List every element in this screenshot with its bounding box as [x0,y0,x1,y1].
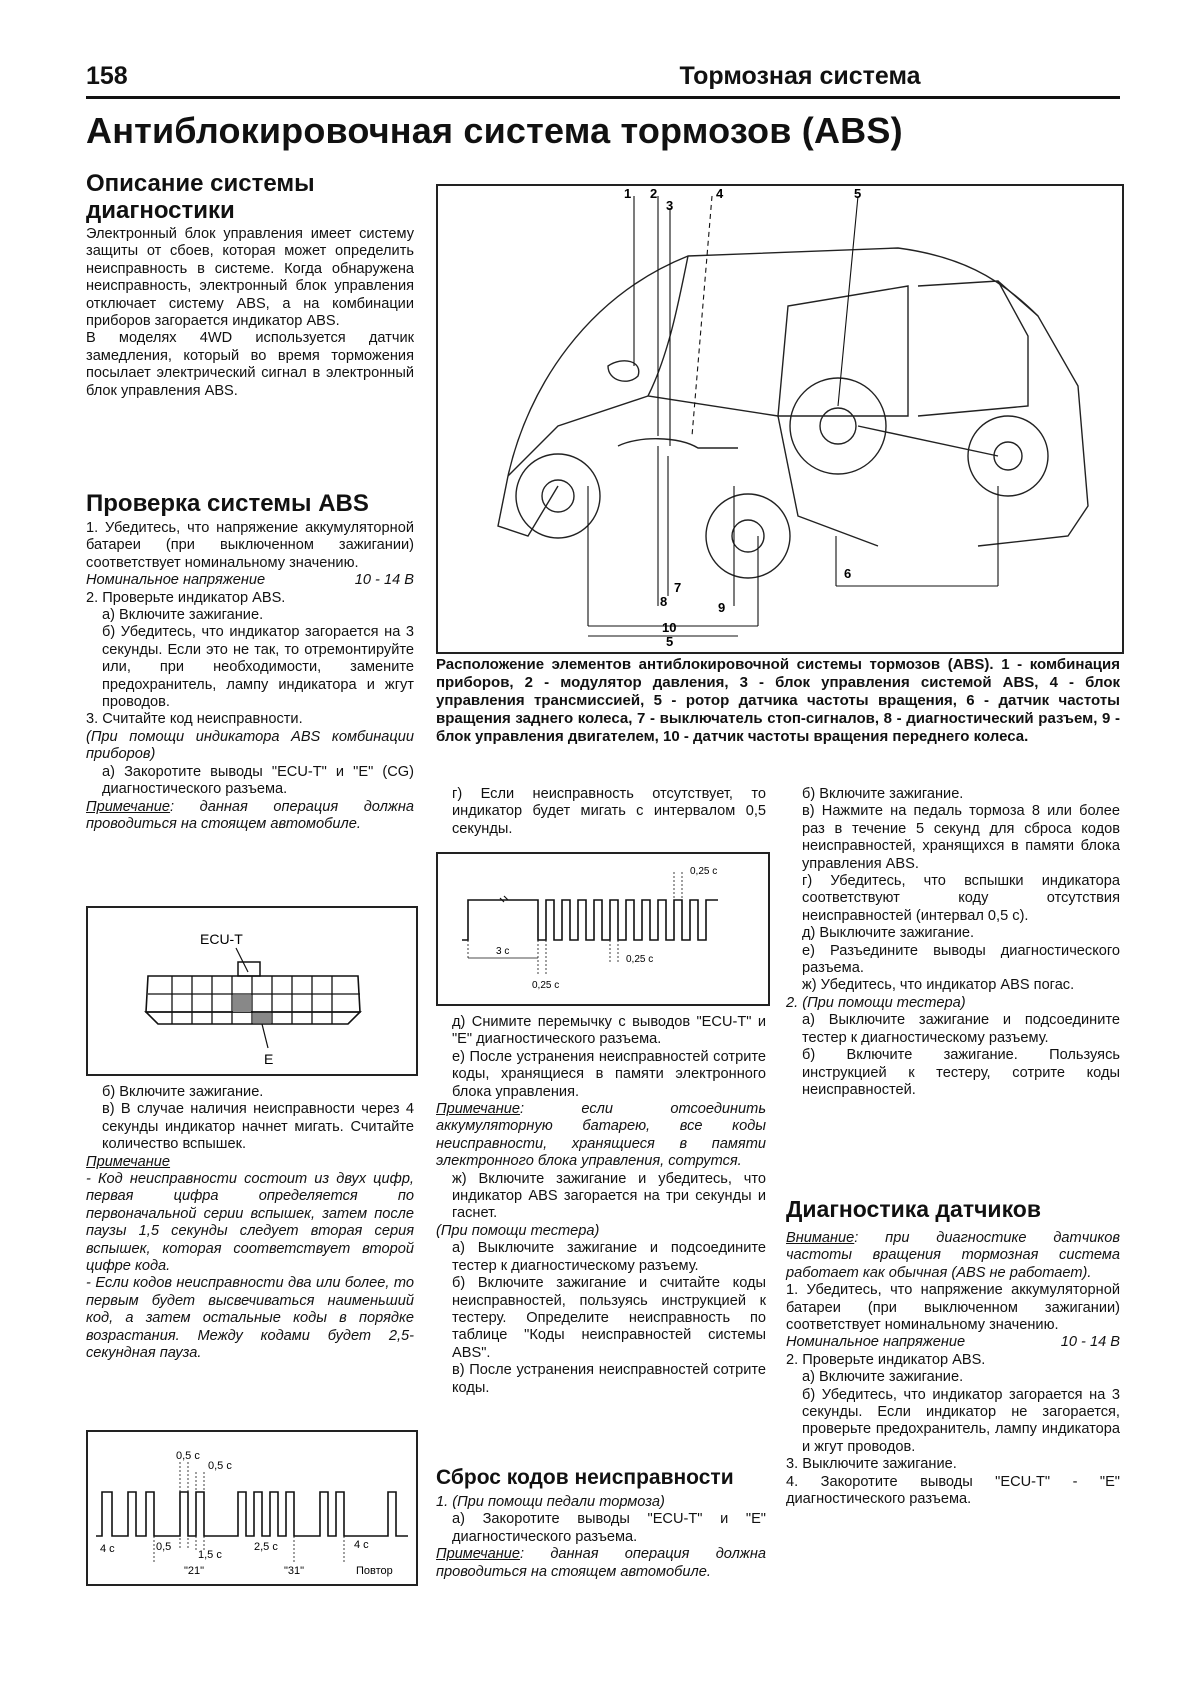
label-e: E [264,1051,274,1067]
sensors-nominal-voltage [786,1334,1120,1351]
callout-3: 3 [666,198,674,213]
reset-text [436,1494,766,1581]
reset-note-text: : данная операция должна проводиться на стоящем автомобиле. [436,1546,766,1580]
warning-label: Внимание [786,1230,855,1246]
tester-step-b: б) Включите зажигание и считайте коды неисправностей, пользуясь инструкцией к тестеру. Определите неисправность по таблице "Коды неисправностей системы ABS". [452,1275,766,1361]
check-step-3c: в) В случае наличия неисправности через 4 секунды индикатор начнет мигать. Считайте количество вспышек. [102,1101,414,1153]
check-step-3b: б) Включите зажигание. [102,1084,264,1100]
tester-step-a: а) Выключите зажигание и подсоедините тестер к диагностическому разъему. [452,1240,766,1274]
callout-7: 7 [674,580,682,595]
sensors-nominal-label: Номинальное напряжение [786,1334,966,1351]
reset-tester-a: а) Выключите зажигание и подсоедините тестер к диагностическому разъему. [802,1012,1120,1046]
check-step-3a: а) Закоротите выводы "ECU-T" и "E" (CG) диагностического разъема. [102,763,414,798]
note2-bullet-2: - Если кодов неисправности два или более, то первым будет высвечиваться наименьший код, а затем остальные коды в порядке возрастания. Между кодами будет 2,5-секундная пауза. [86,1275,414,1362]
callout-2: 2 [650,186,658,201]
reset-step-b: б) Включите зажигание. [802,786,964,802]
step-zh-check: ж) Включите зажигание и убедитесь, что индикатор ABS загорается на три секунды и гаснет. [452,1170,766,1222]
reset-step-zh: ж) Убедитесь, что индикатор ABS погас. [802,977,1075,994]
callout-5: 5 [854,186,862,201]
normal-code-waveform [436,852,770,1006]
heading-sensors: Диагностика датчиков [786,1196,1041,1222]
wave1-t1: 0,25 с [690,866,718,877]
reset-step-1a: а) Закоротите выводы "ECU-T" и "E" диагностического разъема. [452,1511,766,1545]
sensors-step-2b: б) Убедитесь, что индикатор загорается на 3 секунды. Если индикатор не загорается, проверьте предохранитель, лампу индикатора и жгут проводов. [802,1386,1120,1455]
right-top-text [786,786,1120,1099]
nominal-voltage [86,572,414,589]
heading-check: Проверка системы ABS [86,490,369,517]
wave2-code-31: "31" [284,1565,305,1577]
note1-text: : данная операция должна проводиться на стоящем автомобиле. [86,798,414,832]
reset-tester-b: б) Включите зажигание. Пользуясь инструкцией к тестеру, сотрите коды неисправностей. [802,1047,1120,1098]
callout-5-front: 5 [666,634,674,649]
note1-label: Примечание [86,798,171,815]
page-number: 158 [86,62,128,90]
wave2-t05a: 0,5 с [176,1450,200,1462]
fault-code-signal [88,1432,416,1584]
callout-1: 1 [624,186,632,201]
step-e-clear-codes: е) После устранения неисправностей сотрите коды, хранящиеся в памяти электронного блока управления. [452,1048,766,1100]
callout-9: 9 [718,600,726,615]
reset-step-1: 1. (При помощи педали тормоза) [436,1494,665,1510]
middle-note-text: : если отсоединить аккумуляторную батарею, все коды неисправности, хранящиеся в памяти электронного блока управления, сотрутся. [436,1101,766,1170]
check-step-1: 1. Убедитесь, что напряжение аккумуляторной батареи (при выключенном зажигании) соответствует номинальному значению. [86,520,414,571]
middle-top-text [436,786,766,838]
wave2-t4b: 4 с [354,1539,369,1551]
heading-description: Описание системы диагностики [86,170,315,224]
wave2-t15: 1,5 с [198,1549,222,1561]
note2-bullet-1: - Код неисправности состоит из двух цифр, первая цифра определяется по первоначальной серии вспышек, затем после паузы 1,5 секунды следует вторая серия вспышек, которая соответствует второй цифре кода. [86,1171,414,1275]
check-text [86,520,414,833]
check-step-3-mode: (При помощи индикатора ABS комбинации приборов) [86,728,414,763]
description-text [86,226,414,400]
wave2-t25: 2,5 с [254,1541,278,1553]
wave2-t05b: 0,5 с [208,1460,232,1472]
page-title: Антиблокировочная система тормозов (ABS) [86,110,903,151]
check-step-3: 3. Считайте код неисправности. [86,711,303,728]
reset-step-d: д) Выключите зажигание. [802,925,975,942]
heading-reset: Сброс кодов неисправности [436,1466,734,1489]
figure-caption-title: Расположение элементов антиблокировочной системы тормозов (ABS). [436,656,994,673]
wave1-t4: 0,25 с [532,980,560,991]
middle-note-label: Примечание [436,1101,521,1118]
header-rule [86,96,1120,99]
car-layout-figure [436,184,1124,654]
description-p2: В моделях 4WD используется датчик замедления, который во время торможения посылает электрический сигнал в электронный блок управления ABS. [86,330,414,399]
step-d-remove-jumper: д) Снимите перемычку с выводов "ECU-T" и "E" диагностического разъема. [452,1014,766,1048]
wave2-t05c: 0,5 [156,1541,172,1553]
reset-note-label: Примечание [436,1546,521,1563]
callout-6: 6 [844,566,852,581]
wave2-t4a: 4 с [100,1543,115,1555]
normal-code-signal [438,854,768,1004]
figure-caption [436,656,1120,746]
reset-step-e: е) Разъедините выводы диагностического разъема. [802,942,1120,977]
tester-step-v: в) После устранения неисправностей сотрите коды. [452,1362,766,1396]
wave1-t2: 3 с [496,946,510,957]
sensors-nominal-value: 10 - 14 В [1060,1334,1120,1351]
callout-4: 4 [716,186,724,201]
check-step-2b: б) Убедитесь, что индикатор загорается на 3 секунды. Если это не так, то отремонтируйте или, при необходимости, замените предохранитель, лампу индикатора и жгут проводов. [102,624,414,711]
nominal-value: 10 - 14 В [354,572,414,589]
running-title: Тормозная система [679,62,921,90]
callout-8: 8 [660,594,668,609]
wave1-t3: 0,25 с [626,954,654,965]
car-drawing [438,186,1122,652]
sensors-step-1: 1. Убедитесь, что напряжение аккумуляторной батареи (при выключенном зажигании) соответствует номинальному значению. [786,1282,1120,1334]
warning-text: : при диагностике датчиков частоты вращения тормозная система работает как обычная (ABS не работает). [786,1230,1120,1281]
fault-code-waveform [86,1430,418,1586]
step-g-no-fault: г) Если неисправность отсутствует, то индикатор будет мигать с интервалом 0,5 секунды. [452,786,766,837]
description-p1: Электронный блок управления имеет систему защиты от сбоев, которая может определить неисправность в системе. Когда обнаружена неисправность, электронный блок управления отключает систему ABS, а на комбинации приборов загорается индикатор ABS. [86,226,414,330]
label-ecu-t: ECU-T [200,931,243,947]
diagnostic-connector-drawing [88,908,416,1074]
tester-mode: (При помощи тестера) [436,1222,600,1239]
middle-bottom-text [436,1014,766,1397]
reset-step-v: в) Нажмите на педаль тормоза 8 или более раз в течение 5 секунд для сброса кодов неисправностей, хранящихся в памяти блока управления ABS. [802,803,1120,872]
reset-step-2: 2. (При помощи тестера) [786,994,966,1011]
callout-10: 10 [662,620,677,635]
wave2-code-21: "21" [184,1565,205,1577]
sensors-step-2a: а) Включите зажигание. [802,1369,964,1386]
sensors-text [786,1230,1120,1509]
sensors-step-4: 4. Закоротите выводы "ECU-T" - "E" диагностического разъема. [786,1473,1120,1508]
check-step-2a: а) Включите зажигание. [102,607,264,624]
read-code-text [86,1084,414,1363]
figure-caption-body: 1 - комбинация приборов, 2 - модулятор давления, 3 - блок управления системой ABS, 4 - блок управления трансмиссией, 5 - ротор датчика частоты вращения, 6 - датчик частоты вращения заднего колеса, 7 - выключатель стоп-сигналов, 8 - диагностический разъем, 9 - блок управления двигателем, 10 - датчик частоты вращения переднего колеса. [436,656,1121,745]
sensors-step-2: 2. Проверьте индикатор ABS. [786,1351,986,1368]
note2-label: Примечание [86,1153,171,1170]
wave2-repeat: Повтор [356,1565,393,1577]
nominal-label: Номинальное напряжение [86,572,266,589]
connector-figure [86,906,418,1076]
sensors-step-3: 3. Выключите зажигание. [786,1456,957,1473]
reset-step-g: г) Убедитесь, что вспышки индикатора соответствуют коду отсутствия неисправностей (интервал 0,5 с). [802,873,1120,924]
check-step-2: 2. Проверьте индикатор ABS. [86,589,286,606]
